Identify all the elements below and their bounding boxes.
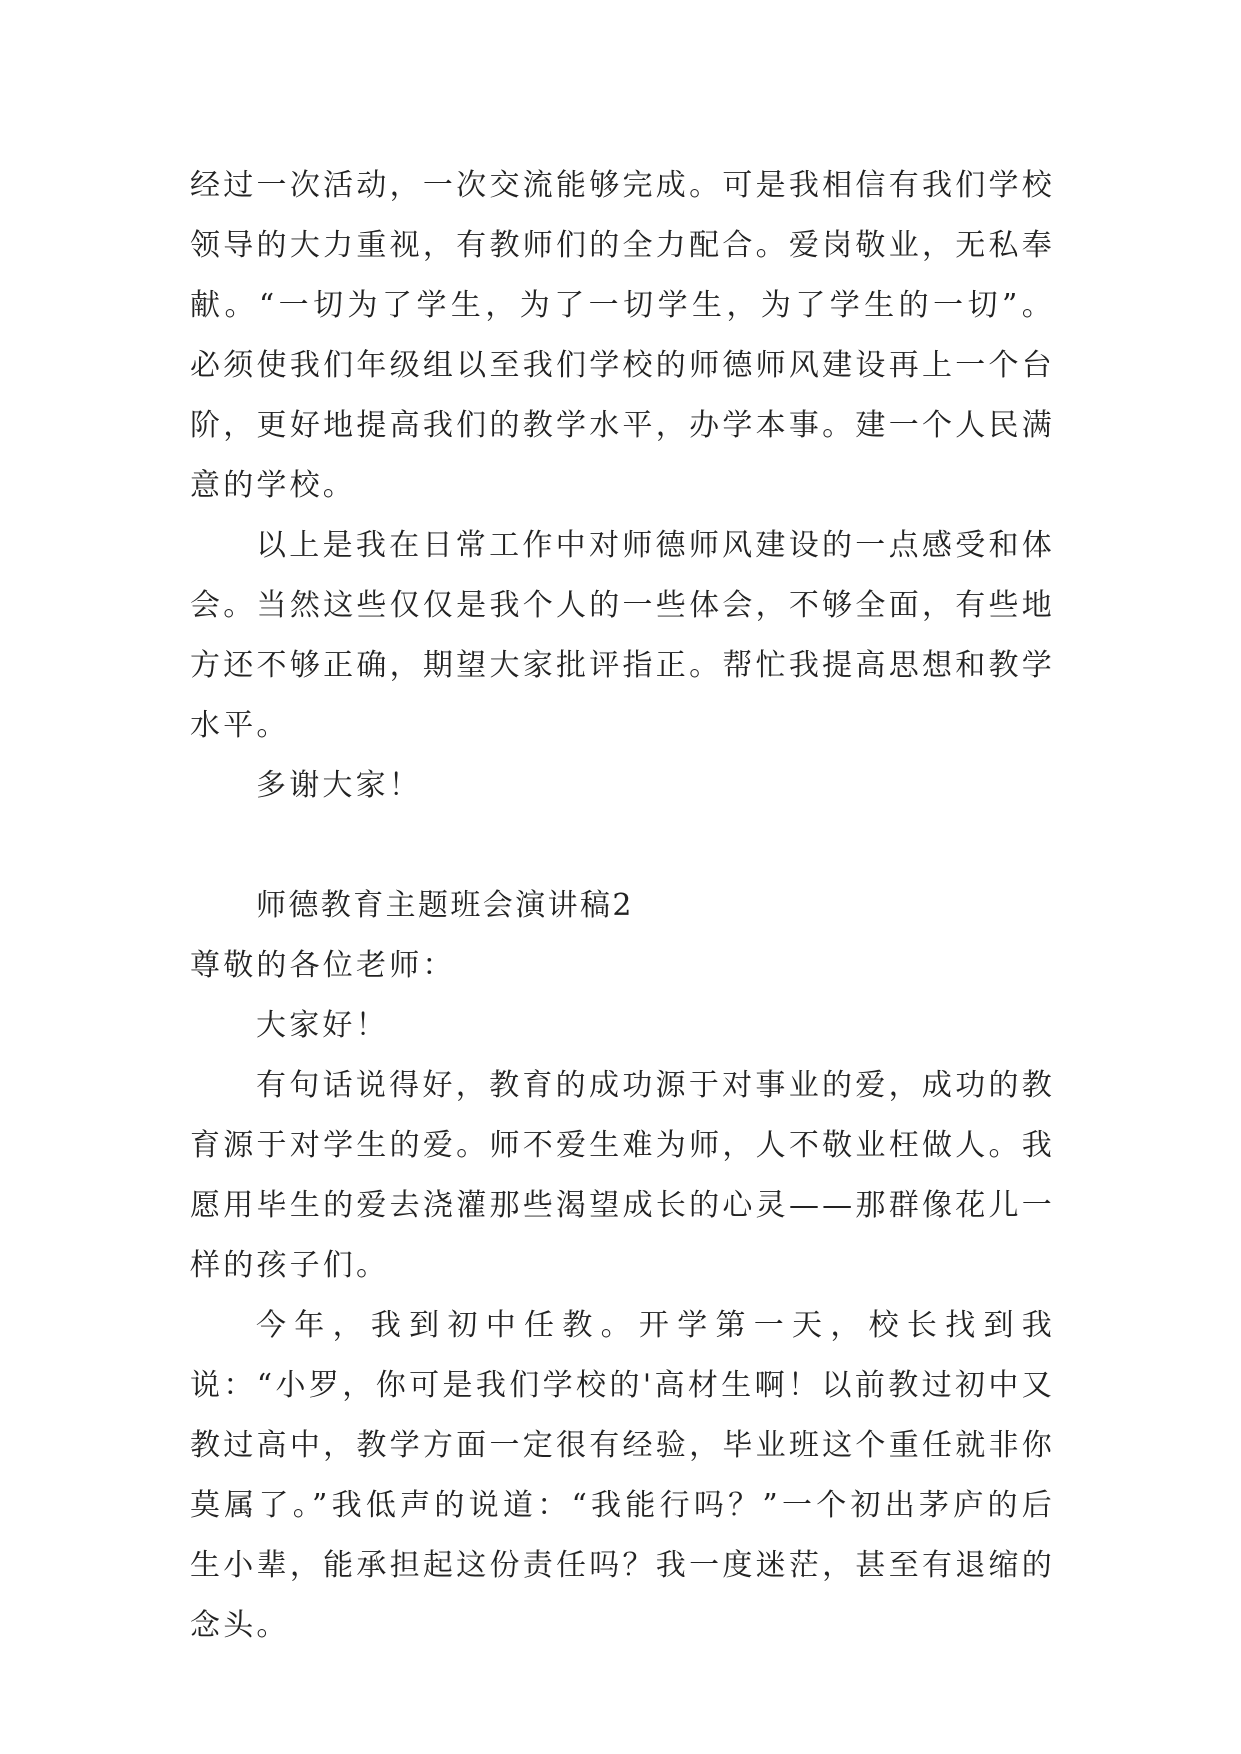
- salutation: 尊敬的各位老师：: [190, 948, 456, 983]
- body-paragraph: 有句话说得好，教育的成功源于对事业的爱，成功的教育源于对学生的爱。师不爱生难为师，人不敬业枉做人。我愿用毕生的爱去浇灌那些渴望成长的心灵——那群像花儿一样的孩子们。: [190, 1068, 1055, 1283]
- body-paragraph: 以上是我在日常工作中对师德师风建设的一点感受和体会。当然这些仅仅是我个人的一些体会，不够全面，有些地方还不够正确，期望大家批评指正。帮忙我提高思想和教学水平。: [190, 528, 1055, 743]
- section-spacer: [190, 816, 1055, 876]
- section-title: 师德教育主题班会演讲稿2: [256, 888, 634, 923]
- closing-thanks: 多谢大家！: [256, 768, 422, 803]
- body-paragraph: 经过一次活动，一次交流能够完成。可是我相信有我们学校领导的大力重视，有教师们的全力配合。爱岗敬业，无私奉献。“一切为了学生，为了一切学生，为了学生的一切”。必须使我们年级组以至我们学校的师德师风建设再上一个台阶，更好地提高我们的教学水平，办学本事。建一个人民满意的学校。: [190, 168, 1055, 503]
- greeting: 大家好！: [256, 1008, 389, 1043]
- body-paragraph: 今年，我到初中任教。开学第一天，校长找到我说：“小罗，你可是我们学校的'高材生啊！以前教过初中又教过高中，教学方面一定很有经验，毕业班这个重任就非你莫属了。”我低声的说道：“我能行吗？”一个初出茅庐的后生小辈，能承担起这份责任吗？我一度迷茫，甚至有退缩的念头。: [190, 1308, 1055, 1643]
- document-body: [190, 156, 1055, 1656]
